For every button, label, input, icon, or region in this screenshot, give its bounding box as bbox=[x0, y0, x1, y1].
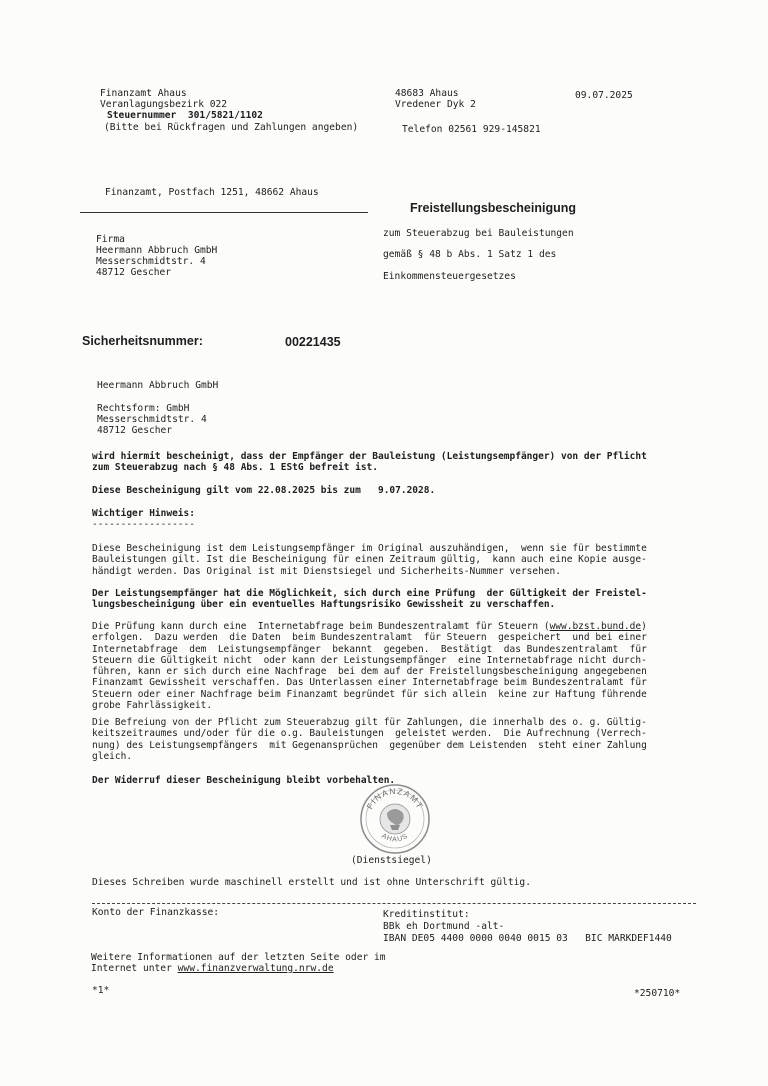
bzst-link[interactable]: www.bzst.bund.de bbox=[549, 621, 642, 632]
title-sub2: gemäß § 48 b Abs. 1 Satz 1 des bbox=[383, 249, 557, 260]
return-address-rule bbox=[80, 212, 368, 213]
revocation-line: Der Widerruf dieser Bescheinigung bleibt vorbehalten. bbox=[92, 775, 396, 786]
notice-heading bbox=[92, 508, 704, 531]
seal-caption: (Dienstsiegel) bbox=[351, 855, 432, 866]
recipient-line3: Messerschmidtstr. 4 bbox=[96, 256, 206, 267]
official-seal bbox=[357, 781, 433, 857]
bank-name: BBk eh Dortmund -alt- bbox=[383, 921, 505, 932]
paragraph-verification bbox=[92, 588, 704, 611]
paragraph-line: grobe Fahrlässigkeit. bbox=[92, 700, 213, 712]
paragraph-text: ) bbox=[641, 621, 647, 632]
certification-statement bbox=[92, 451, 704, 474]
paragraph-line: Finanzamt Gewissheit verschaffen. Das Unterlassen einer Internetabfrage beim Bundeszentralamt für bbox=[92, 677, 647, 689]
sender-office: Finanzamt Ahaus bbox=[100, 88, 187, 99]
notice-heading-text: Wichtiger Hinweis: bbox=[92, 508, 195, 519]
machine-generated-note: Dieses Schreiben wurde maschinell erstellt und ist ohne Unterschrift gültig. bbox=[92, 877, 531, 888]
company-city: 48712 Gescher bbox=[97, 425, 173, 436]
security-number: 00221435 bbox=[285, 335, 341, 349]
more-info-line1: Weitere Informationen auf der letzten Seite oder im bbox=[91, 952, 386, 963]
paragraph-line: keitszeitraumes und/oder für die o.g. Bauleistungen geleistet werden. Die Aufrechnung (Verrech- bbox=[92, 728, 647, 740]
sender-phone: Telefon 02561 929-145821 bbox=[402, 124, 541, 135]
paragraph-line: lungsbescheinigung über ein eventuelles Haftungsrisiko Gewissheit zu verschaffen. bbox=[92, 599, 556, 611]
certification-line: zum Steuerabzug nach § 48 Abs. 1 EStG befreit ist. bbox=[92, 462, 378, 474]
company-legal-form: Rechtsform: GmbH bbox=[97, 403, 190, 414]
account-label: Konto der Finanzkasse: bbox=[92, 907, 220, 918]
seal-bottom-text: AHAUS bbox=[380, 832, 410, 844]
paragraph-line: händigt werden. Das Original ist mit Dienstsiegel und Sicherheits-Nummer versehen. bbox=[92, 565, 561, 577]
return-address: Finanzamt, Postfach 1251, 48662 Ahaus bbox=[105, 187, 319, 198]
letter-date: 09.07.2025 bbox=[575, 90, 633, 101]
more-info-prefix: Internet unter bbox=[91, 963, 178, 974]
paragraph-line: Steuern die Gültigkeit nicht oder kann der Leistungsempfänger eine Internetabfrage nicht durch- bbox=[92, 654, 647, 666]
validity-statement bbox=[92, 485, 704, 496]
seal-top-text: FINANZAMT bbox=[364, 785, 426, 811]
sender-district: Veranlagungsbezirk 022 bbox=[100, 99, 228, 110]
company-name: Heermann Abbruch GmbH bbox=[97, 380, 219, 391]
security-number-label: Sicherheitsnummer: bbox=[82, 334, 203, 348]
paragraph-line: führen, kann er sich durch eine Nachfrage bei dem auf der Freistellungsbescheinigung angegebenen bbox=[92, 666, 647, 678]
company-street: Messerschmidtstr. 4 bbox=[97, 414, 207, 425]
paragraph-line: Der Leistungsempfänger hat die Möglichkeit, sich durch eine Prüfung der Gültigkeit der Freistel- bbox=[92, 588, 647, 599]
footer-separator bbox=[92, 903, 696, 904]
recipient-line2: Heermann Abbruch GmbH bbox=[96, 245, 218, 256]
paragraph-line: gleich. bbox=[92, 750, 133, 762]
paragraph-original bbox=[92, 543, 704, 577]
validity-line: Diese Bescheinigung gilt vom 22.08.2025 bis zum 9.07.2028. bbox=[92, 485, 436, 496]
bank-label: Kreditinstitut: bbox=[383, 909, 470, 920]
more-info-line2 bbox=[91, 963, 334, 975]
finanzverwaltung-link[interactable]: www.finanzverwaltung.nrw.de bbox=[177, 963, 334, 974]
paragraph-line: erfolgen. Dazu werden die Daten beim Bundeszentralamt für Steuern gespeichert und bei einer bbox=[92, 632, 647, 644]
certification-line: wird hiermit bescheinigt, dass der Empfänger der Bauleistung (Leistungsempfänger) von der Pflicht bbox=[92, 451, 647, 462]
title-sub3: Einkommensteuergesetzes bbox=[383, 271, 516, 282]
page-mark: *1* bbox=[92, 985, 110, 996]
paragraph-exemption bbox=[92, 717, 704, 762]
sender-street: Vredener Dyk 2 bbox=[395, 99, 476, 110]
paragraph-line bbox=[92, 621, 704, 632]
tax-number-note: (Bitte bei Rückfragen und Zahlungen angeben) bbox=[104, 122, 359, 133]
paragraph-line: Bauleistungen gilt. Ist die Bescheinigung für einen Zeitraum gültig, kann auch eine Kopie ausge- bbox=[92, 554, 647, 566]
paragraph-line: nung) des Leistungsempfängers mit Gegenansprüchen gegenüber dem Leistenden steht einer Zahlung bbox=[92, 739, 647, 751]
document-code: *250710* bbox=[634, 988, 681, 999]
recipient-line1: Firma bbox=[96, 234, 125, 245]
recipient-line4: 48712 Gescher bbox=[96, 267, 172, 278]
sender-postal-city: 48683 Ahaus bbox=[395, 88, 459, 99]
paragraph-internet-check bbox=[92, 621, 704, 711]
paragraph-text: Die Prüfung kann durch eine Internetabfrage beim Bundeszentralamt für Steuern ( bbox=[92, 621, 550, 632]
iban-bic: IBAN DE05 4400 0000 0040 0015 03 BIC MARKDEF1440 bbox=[383, 933, 672, 944]
notice-heading-rule: ------------------ bbox=[92, 519, 195, 531]
title-sub1: zum Steuerabzug bei Bauleistungen bbox=[383, 228, 574, 239]
tax-number: Steuernummer 301/5821/1102 bbox=[107, 110, 263, 121]
paragraph-line: Internetabfrage dem Leistungsempfänger bekannt gegeben. Bestätigt das Bundeszentralamt für bbox=[92, 643, 647, 655]
document-title: Freistellungsbescheinigung bbox=[410, 201, 576, 215]
paragraph-line: Die Befreiung von der Pflicht zum Steuerabzug gilt für Zahlungen, die innerhalb des o. g. Gültig- bbox=[92, 717, 647, 728]
paragraph-line: Diese Bescheinigung ist dem Leistungsempfänger im Original auszuhändigen, wenn sie für bestimmte bbox=[92, 543, 647, 554]
paragraph-line: Steuern oder einer Nachfrage beim Finanzamt begründet für sich allein keine zur Haftung führende bbox=[92, 688, 647, 700]
